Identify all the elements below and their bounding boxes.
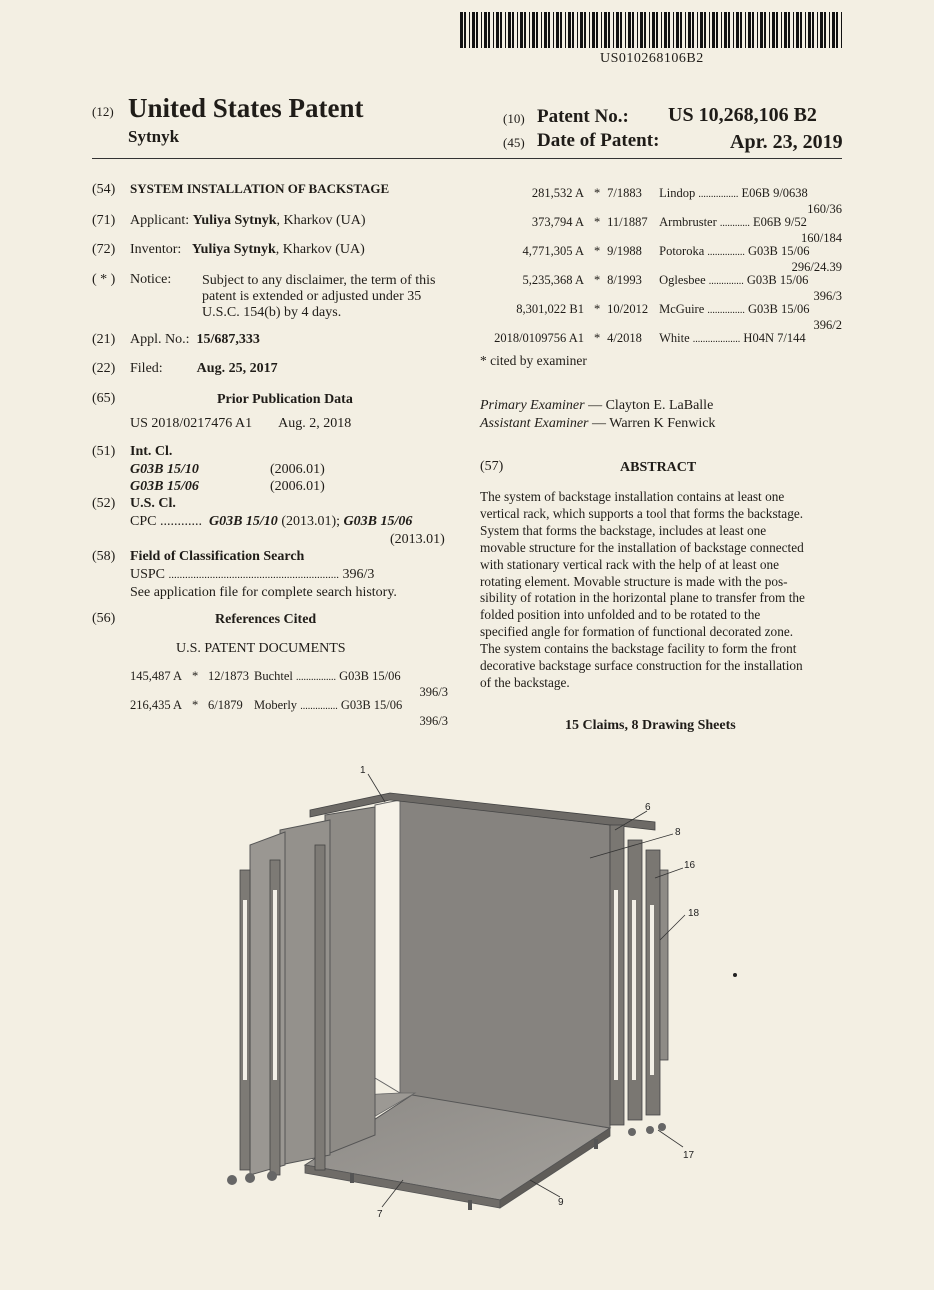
code-12: (12) xyxy=(92,104,114,119)
label-18: 18 xyxy=(688,908,700,919)
left-folding-panels xyxy=(227,807,375,1185)
cited-by-examiner: * cited by examiner xyxy=(480,353,587,368)
abstract-heading: ABSTRACT xyxy=(620,460,697,475)
field-58: (58) Field of Classification Search xyxy=(92,549,305,564)
us-cl-cpc: CPC ............ G03B 15/10 (2013.01); G03B 15/06 xyxy=(130,514,413,529)
label-17: 17 xyxy=(683,1150,695,1161)
label-7: 7 xyxy=(377,1209,383,1220)
search-history-note: See application file for complete search history. xyxy=(130,585,397,600)
notice-text: Subject to any disclaimer, the term of this patent is extended or adjusted under 35 U.S.C. 154(b) by 4 days. xyxy=(202,273,436,320)
reference-moberly: 216,435 A * 6/1879 Moberly ............... G03B 15/06 396/3 xyxy=(130,698,448,728)
reference-oglesbee: 5,235,368 A * 8/1993 Oglesbee .............. G03B 15/06 396/3 xyxy=(522,273,842,303)
label-6: 6 xyxy=(645,802,651,813)
speck-dot xyxy=(733,973,737,977)
us-cl-year: (2013.01) xyxy=(390,532,445,547)
abstract-body: The system of backstage installation contains at least one vertical rack, which supports a tool that forms the backstage. System that forms the backstage, includes at least one movable structure for the installation of backstage connected with stationary vertical rack with the help of at least one rotating element. Movable structure is made with the pos- sibility of rotation in the horizontal plane to transfer from the folded position into unfolded and to be rotated to the specified angle for formation of functional decorated zone. The system contains the backstage facility to form the front decorative backstage surface construction for the installation of the backstage. xyxy=(480,489,805,690)
barcode xyxy=(460,12,845,48)
field-57-code: (57) xyxy=(480,459,504,474)
date-of-patent: Apr. 23, 2019 xyxy=(730,131,843,153)
field-54: (54) SYSTEM INSTALLATION OF BACKSTAGE xyxy=(92,181,390,197)
patent-no-label: Patent No.: xyxy=(537,106,629,127)
reference-armbruster: 373,794 A * 11/1887 Armbruster ............ E06B 9/52 160/184 xyxy=(531,215,842,245)
reference-potoroka: 4,771,305 A * 9/1988 Potoroka ............... G03B 15/06 296/24.39 xyxy=(522,244,842,274)
field-71-applicant: (71) Applicant: Yuliya Sytnyk, Kharkov (UA) xyxy=(92,213,366,228)
patent-number: US 10,268,106 B2 xyxy=(668,104,817,126)
header-rule xyxy=(92,158,842,159)
code-10: (10) xyxy=(503,111,525,126)
prior-publication: US 2018/0217476 A1 Aug. 2, 2018 xyxy=(130,416,352,431)
field-51: (51) Int. Cl. xyxy=(92,444,173,459)
field-56-code: (56) xyxy=(92,611,116,626)
field-21-appl-no: (21) Appl. No.: 15/687,333 xyxy=(92,332,260,347)
prior-publication-heading: Prior Publication Data xyxy=(217,392,353,407)
us-patent-documents-heading: U.S. PATENT DOCUMENTS xyxy=(176,641,346,656)
reference-white: 2018/0109756 A1 * 4/2018 White ................... H04N 7/144 xyxy=(494,331,806,345)
date-of-patent-label: Date of Patent: xyxy=(537,130,660,151)
references-cited-heading: References Cited xyxy=(215,612,317,627)
claims-and-sheets: 15 Claims, 8 Drawing Sheets xyxy=(565,718,736,733)
patent-title: United States Patent xyxy=(128,93,364,123)
label-1: 1 xyxy=(360,765,366,776)
field-65-code: (65) xyxy=(92,391,116,406)
primary-examiner: Primary Examiner — Clayton E. LaBalle xyxy=(480,398,714,413)
back-wall-panel xyxy=(360,800,610,1128)
references-continued xyxy=(484,186,842,349)
field-notice: ( * ) Notice: xyxy=(92,272,172,287)
uspc-line: USPC .............................................................. 396/3 xyxy=(130,567,375,582)
reference-buchtel: 145,487 A * 12/1873 Buchtel ................ G03B 15/06 396/3 xyxy=(130,669,448,699)
label-16: 16 xyxy=(684,860,696,871)
reference-mcguire: 8,301,022 B1 * 10/2012 McGuire ............... G03B 15/06 396/2 xyxy=(516,302,842,332)
assistant-examiner: Assistant Examiner — Warren K Fenwick xyxy=(480,416,716,431)
field-52: (52) U.S. Cl. xyxy=(92,496,176,511)
label-8: 8 xyxy=(675,827,681,838)
label-9: 9 xyxy=(558,1197,564,1208)
right-vertical-racks xyxy=(610,825,668,1136)
reference-lindop: 281,532 A * 7/1883 Lindop ................ E06B 9/0638 160/36 xyxy=(531,186,842,216)
inventor-surname: Sytnyk xyxy=(128,127,180,146)
code-45: (45) xyxy=(503,135,525,150)
int-cl-list: G03B 15/10 (2006.01) G03B 15/06 (2006.01) xyxy=(130,462,325,494)
field-22-filed: (22) Filed: Aug. 25, 2017 xyxy=(92,361,278,376)
barcode-number: US010268106B2 xyxy=(600,51,704,66)
field-72-inventor: (72) Inventor: Yuliya Sytnyk, Kharkov (UA) xyxy=(92,242,365,257)
backstage-drawing xyxy=(210,760,720,1220)
